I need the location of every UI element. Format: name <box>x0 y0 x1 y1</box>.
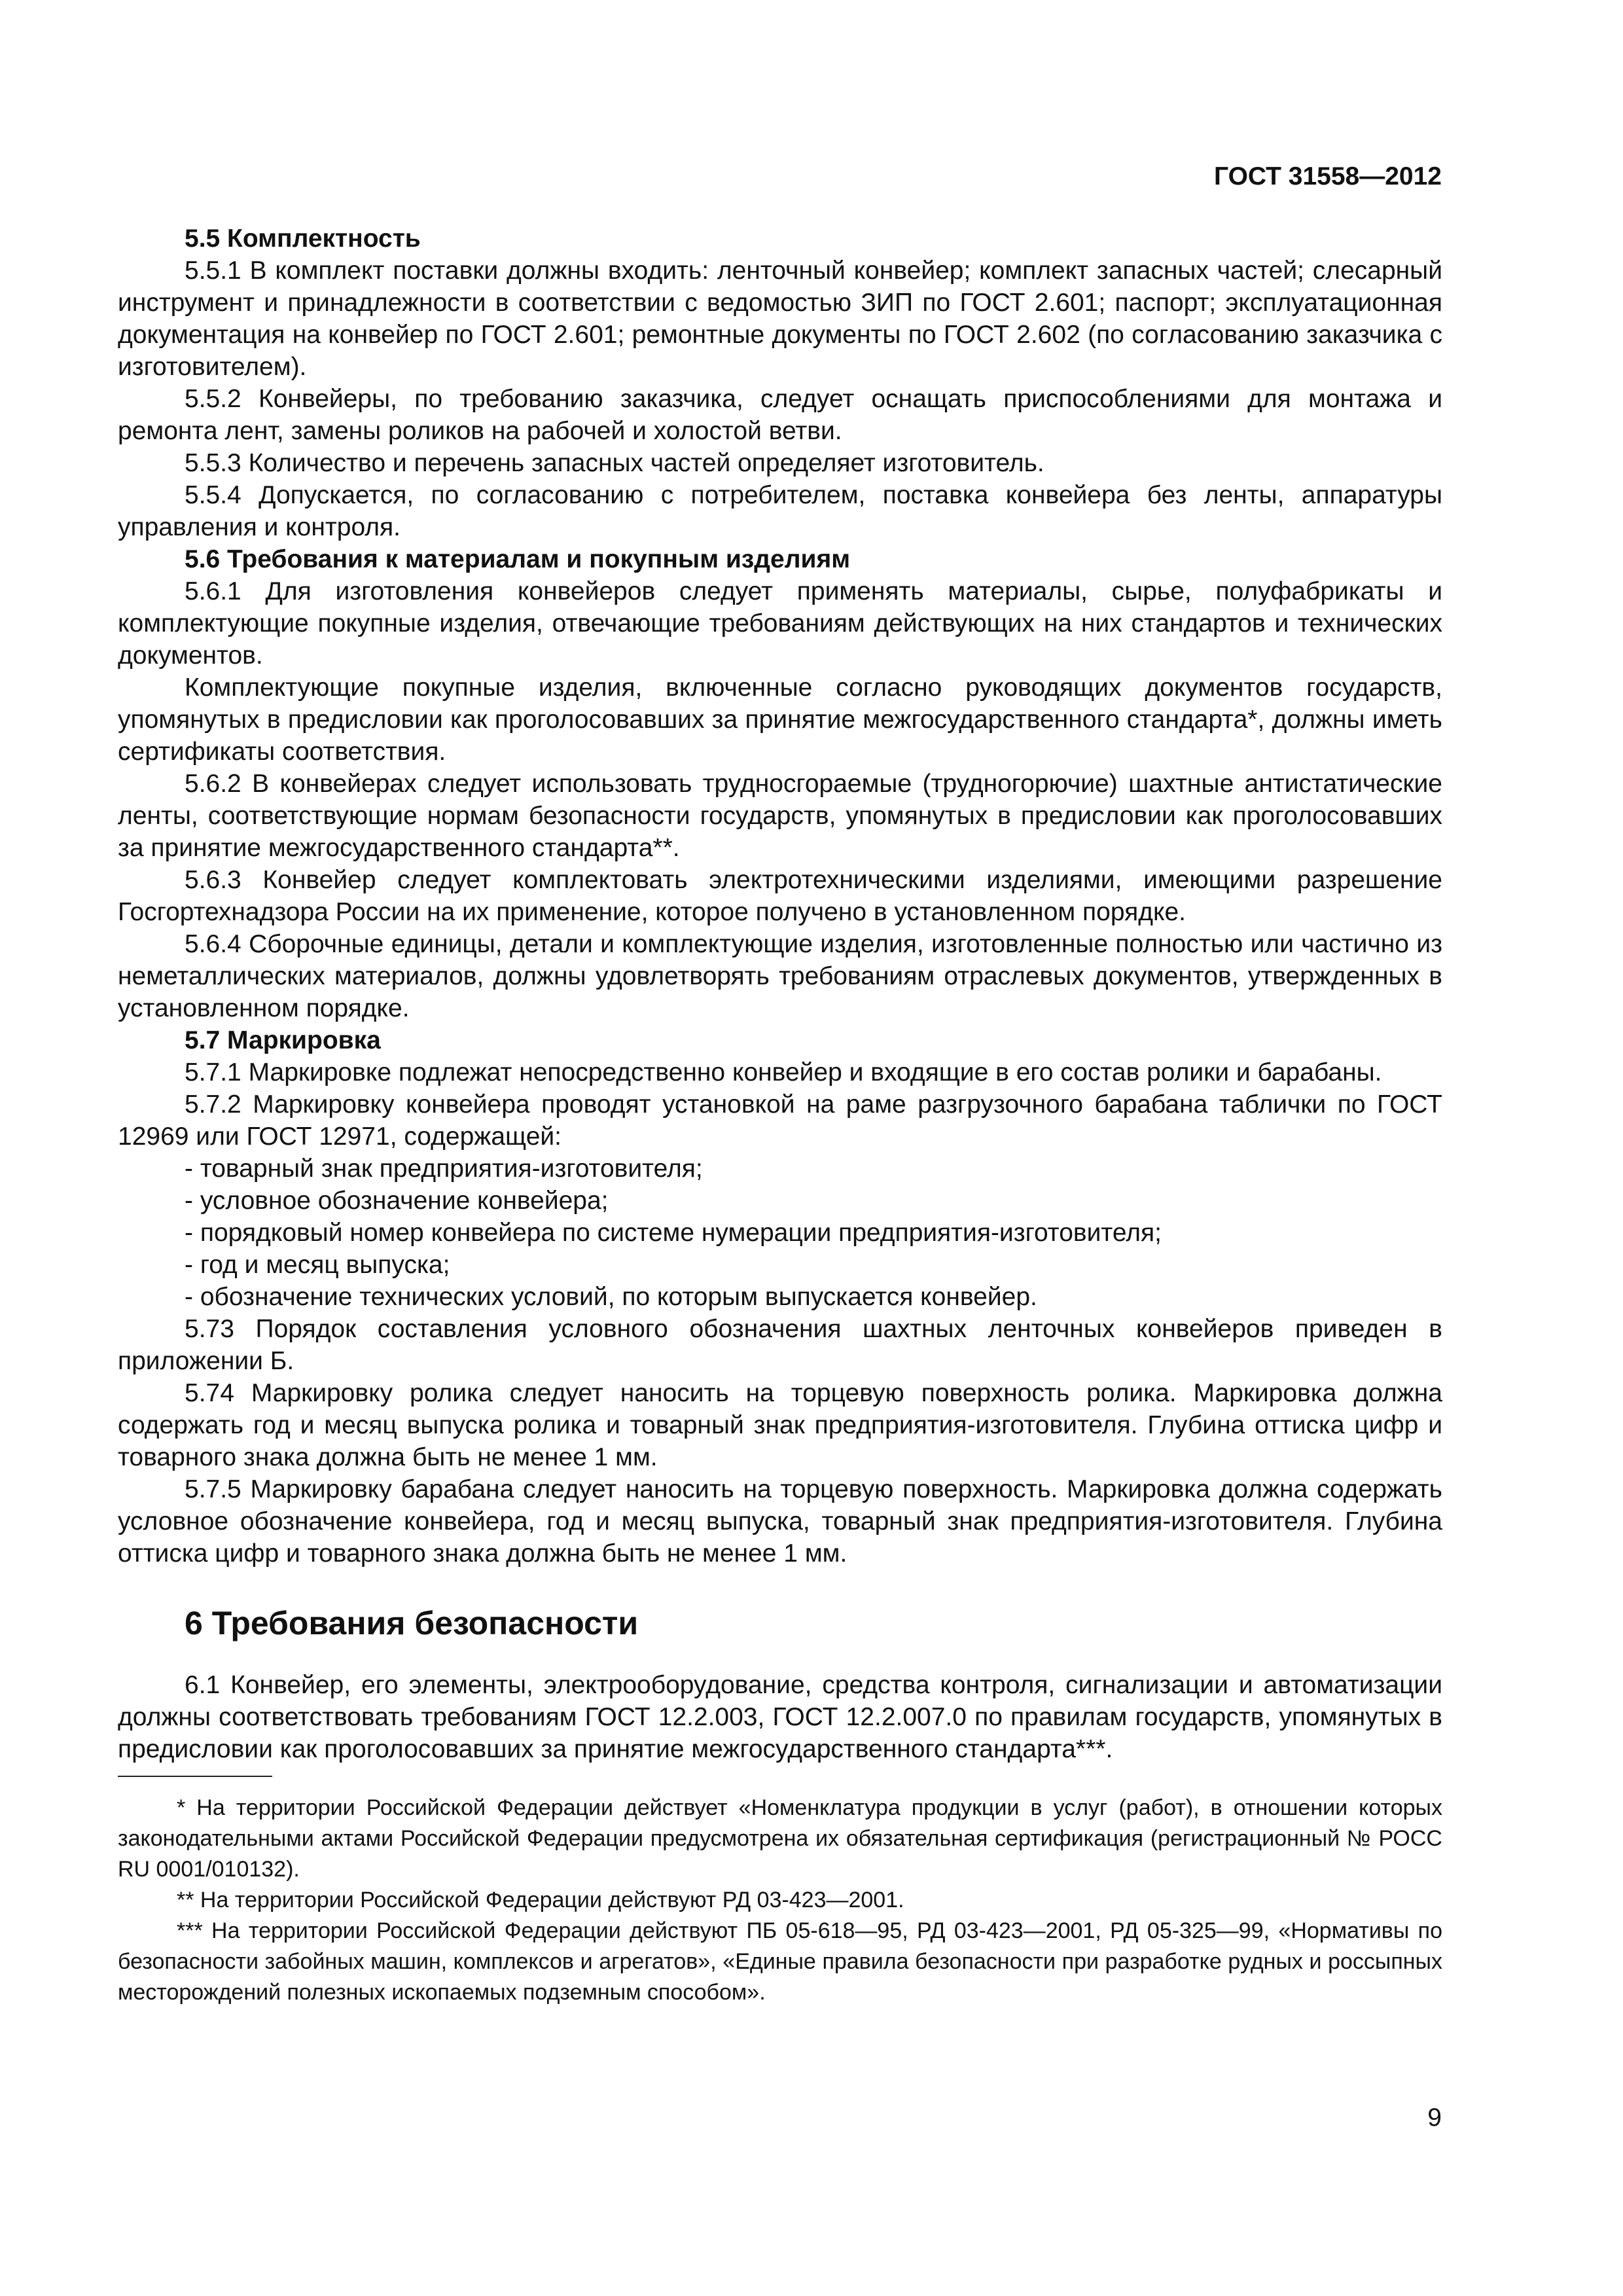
paragraph-5-7-2: 5.7.2 Маркировку конвейера проводят установкой на раме разгрузочного барабана таблички по ГОСТ 12969 или ГОСТ 12971, содержащей: <box>118 1090 1442 1151</box>
paragraph-5-6-1: 5.6.1 Для изготовления конвейеров следует применять материалы, сырье, полуфабрикаты и комплектующие покупные изделия, отвечающие требованиям действующих на них стандартов и технических документов. <box>118 577 1442 670</box>
section-5-6-title: 5.6 Требования к материалам и покупным изделиям <box>185 545 851 573</box>
paragraph-6-1: 6.1 Конвейер, его элементы, электрооборудование, средства контроля, сигнализации и автоматизации должны соответствовать требованиям ГОСТ 12.2.003, ГОСТ 12.2.007.0 по правилам государств, упомянутых в предисловии как проголосовавших за принятие межгосударственного стандарта***. <box>118 1671 1442 1763</box>
paragraph-5-7-4: 5.74 Маркировку ролика следует наносить на торцевую поверхность ролика. Маркировка должна содержать год и месяц выпуска ролика и товарный знак предприятия-изготовителя. Глубина оттиска цифр и товарного знака должна быть не менее 1 мм. <box>118 1379 1442 1471</box>
list-item: - условное обозначение конвейера; <box>185 1187 609 1215</box>
footnotes <box>118 1793 1442 2008</box>
paragraph-5-7-5: 5.7.5 Маркировку барабана следует наносить на торцевую поверхность. Маркировка должна содержать условное обозначение конвейера, год и месяц выпуска, товарный знак предприятия-изготовителя. Глубина оттиска цифр и товарного знака должна быть не менее 1 мм. <box>118 1475 1442 1568</box>
footnote-1: * На территории Российской Федерации действует «Номенклатура продукции в услуг (работ), в отношении которых законодательными актами Российской Федерации предусмотрена их обязательная сертификация (регистрационный № РОСС RU 0001/010132). <box>118 1795 1442 1882</box>
paragraph-5-6-1-cont: Комплектующие покупные изделия, включенные согласно руководящих документов государств, упомянутых в предисловии как проголосовавших за принятие межгосударственного стандарта*, должны иметь сертификаты соответствия. <box>118 673 1442 766</box>
footnote-divider <box>118 1776 272 1777</box>
list-item: - год и месяц выпуска; <box>185 1251 450 1279</box>
document-body <box>118 223 1442 2008</box>
section-6-title: 6 Требования безопасности <box>185 1605 639 1641</box>
document-header: ГОСТ 31558—2012 <box>1214 162 1442 190</box>
paragraph-5-7-1: 5.7.1 Маркировке подлежат непосредственно конвейер и входящие в его состав ролики и барабаны. <box>185 1058 1382 1086</box>
paragraph-5-6-2: 5.6.2 В конвейерах следует использовать трудносгораемые (трудногорючие) шахтные антистатические ленты, соответствующие нормам безопасности государств, упомянутых в предисловии как проголосовавших за принятие межгосударственного стандарта**. <box>118 770 1442 862</box>
paragraph-5-5-4: 5.5.4 Допускается, по согласованию с потребителем, поставка конвейера без ленты, аппаратуры управления и контроля. <box>118 481 1442 541</box>
marking-list <box>118 1153 1442 1313</box>
list-item: - порядковый номер конвейера по системе нумерации предприятия-изготовителя; <box>185 1219 1162 1247</box>
paragraph-5-6-3: 5.6.3 Конвейер следует комплектовать электротехническими изделиями, имеющими разрешение Госгортехнадзора России на их применение, которое получено в установленном порядке. <box>118 866 1442 926</box>
paragraph-5-7-3: 5.73 Порядок составления условного обозначения шахтных ленточных конвейеров приведен в приложении Б. <box>118 1315 1442 1375</box>
paragraph-5-5-2: 5.5.2 Конвейеры, по требованию заказчика, следует оснащать приспособлениями для монтажа и ремонта лент, замены роликов на рабочей и холостой ветви. <box>118 385 1442 445</box>
list-item: - обозначение технических условий, по которым выпускается конвейер. <box>185 1283 1037 1311</box>
footnote-2: ** На территории Российской Федерации действуют РД 03-423—2001. <box>177 1888 904 1912</box>
section-5-7-title: 5.7 Маркировка <box>185 1026 381 1054</box>
paragraph-5-6-4: 5.6.4 Сборочные единицы, детали и комплектующие изделия, изготовленные полностью или частично из неметаллических материалов, должны удовлетворять требованиям отраслевых документов, утвержденных в установленном порядке. <box>118 930 1442 1022</box>
section-5-5-title: 5.5 Комплектность <box>185 224 421 253</box>
list-item: - товарный знак предприятия-изготовителя; <box>185 1155 703 1183</box>
paragraph-5-5-3: 5.5.3 Количество и перечень запасных частей определяет изготовитель. <box>185 449 1044 477</box>
paragraph-5-5-1: 5.5.1 В комплект поставки должны входить: ленточный конвейер; комплект запасных частей; слесарный инструмент и принадлежности в соответствии с ведомостью ЗИП по ГОСТ 2.601; паспорт; эксплуатационная документация на конвейер по ГОСТ 2.601; ремонтные документы по ГОСТ 2.602 (по согласованию заказчика с изготовителем). <box>118 257 1442 381</box>
page-number: 9 <box>1427 2104 1442 2132</box>
footnote-3: *** На территории Российской Федерации действуют ПБ 05-618—95, РД 03-423—2001, РД 05-325—99, «Нормативы по безопасности забойных машин, комплексов и агрегатов», «Единые правила безопасности при разработке рудных и россыпных месторождений полезных ископаемых подземным способом». <box>118 1918 1442 2005</box>
